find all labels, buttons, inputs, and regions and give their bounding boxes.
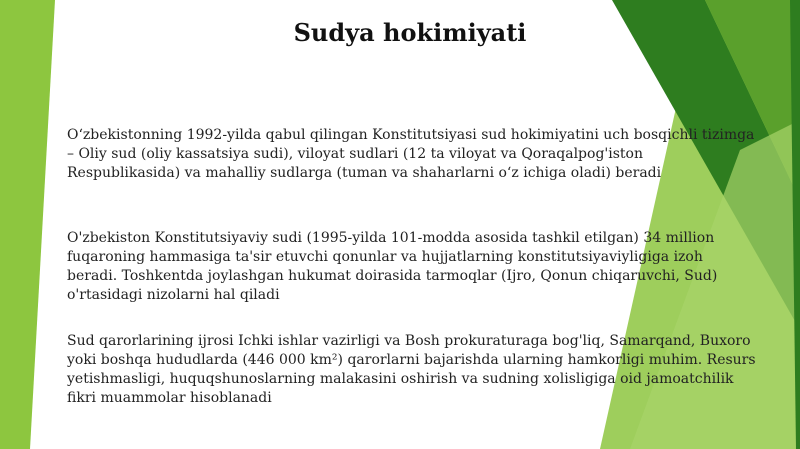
slide-title: Sudya hokimiyati — [293, 18, 527, 47]
left-green-strip — [0, 0, 55, 449]
paragraph-enforcement: Sud qarorlarining ijrosi Ichki ishlar vazirligi va Bosh prokuraturaga bog'liq, Samarqand, Buxoro yoki boshqa hududlarda (446 000 km²) qarorlarni bajarishda ularning hamkorligi muhim. Resurs yetishmasligi, huquqshunoslarning malakasini oshirish va sudning xolisligiga oid jamoatchilik fikri muammolar hisoblanadi — [67, 333, 756, 406]
paragraph-court-system: O‘zbekistonning 1992-yilda qabul qilingan Konstitutsiyasi sud hokimiyatini uch bosqichli tizimga – Oliy sud (oliy kassatsiya sudi), viloyat sudlari (12 ta viloyat va Qoraqalpog'iston Respublikasida) va mahalliy sudlarga (tuman va shaharlarni o‘z ichiga oladi) beradi — [67, 127, 755, 181]
paragraph-constitutional-court: O'zbekiston Konstitutsiyaviy sudi (1995-yilda 101-modda asosida tashkil etilgan) 34 million fuqaroning hammasiga ta'sir etuvchi qonunlar va hujjatlarning konstitutsiyaviyligiga izoh beradi. Toshkentda joylashgan hukumat doirasida tarmoqlar (Ijro, Qonun chiqaruvchi, Sud) o'rtasidagi nizolarni hal qiladi — [67, 230, 718, 303]
